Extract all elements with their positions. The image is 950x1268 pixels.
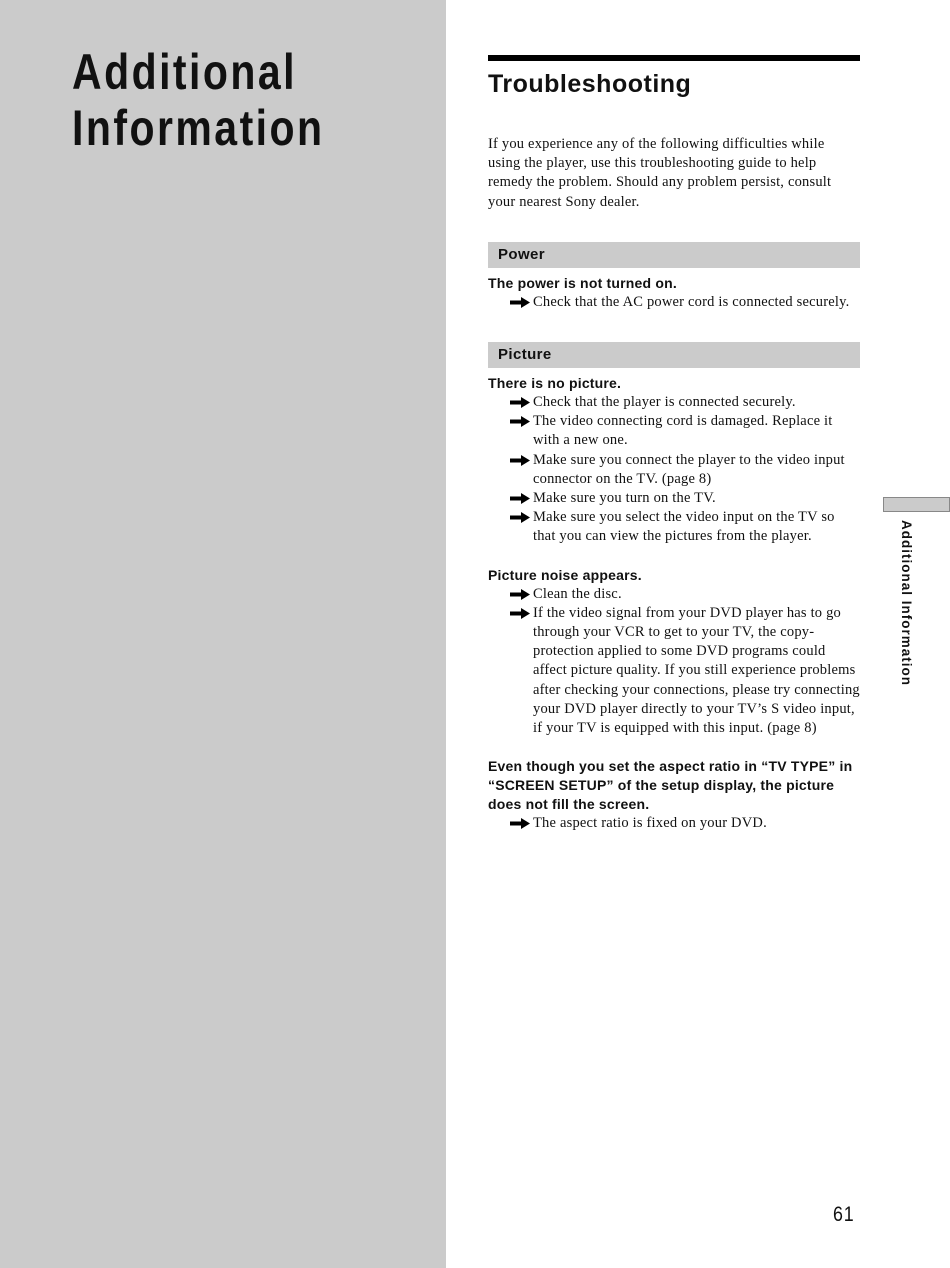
solution-list (488, 293, 860, 312)
solution-text: Clean the disc. (533, 585, 622, 602)
solution-item (488, 508, 860, 546)
solution-item (488, 412, 860, 450)
arrow-right-icon (510, 608, 530, 619)
solution-item (488, 489, 860, 508)
page-number: 61 (833, 1203, 855, 1226)
arrow-right-icon (510, 455, 530, 466)
solution-text: Check that the AC power cord is connected securely. (533, 293, 850, 310)
section-title (72, 44, 325, 156)
solution-text: Check that the player is connected securely. (533, 394, 796, 411)
category-picture: Picture (488, 342, 860, 368)
problem-aspect-ratio: Even though you set the aspect ratio in “TV TYPE” in “SCREEN SETUP” of the setup display, the picture does not fill the screen. (488, 758, 853, 813)
problem-power-not-on: The power is not turned on. (488, 274, 677, 291)
arrow-right-icon (510, 416, 530, 427)
category-power: Power (488, 242, 860, 268)
side-index-tab (883, 497, 950, 512)
section-title-line-2: Information (72, 100, 325, 156)
side-tab-label: Additional Information (899, 520, 914, 686)
solution-list (488, 585, 860, 739)
solution-item (488, 604, 860, 738)
solution-item (488, 293, 860, 312)
arrow-right-icon (510, 589, 530, 600)
problem-picture-noise: Picture noise appears. (488, 566, 642, 583)
solution-list (488, 814, 860, 833)
main-content (488, 55, 860, 833)
solution-text: The aspect ratio is fixed on your DVD. (533, 815, 767, 832)
heading-rule (488, 55, 860, 61)
problem-no-picture: There is no picture. (488, 375, 622, 392)
arrow-right-icon (510, 493, 530, 504)
solution-item (488, 451, 860, 489)
solution-list (488, 393, 860, 547)
page-heading: Troubleshooting (488, 70, 692, 98)
solution-text: Make sure you connect the player to the video input connector on the TV. (page 8) (533, 451, 845, 487)
arrow-right-icon (510, 297, 530, 308)
solution-text: Make sure you turn on the TV. (533, 490, 716, 507)
arrow-right-icon (510, 512, 530, 523)
solution-item (488, 585, 860, 604)
solution-item (488, 393, 860, 412)
left-gray-panel (0, 0, 446, 1268)
arrow-right-icon (510, 818, 530, 829)
section-title-line-1: Additional (72, 44, 298, 100)
arrow-right-icon (510, 397, 530, 408)
solution-text: The video connecting cord is damaged. Replace it with a new one. (533, 413, 833, 449)
solution-text: If the video signal from your DVD player has to go through your VCR to get to your TV, the copy-protection applied to some DVD programs could affect picture quality. If you still experience problems after checking your connections, please try connecting your DVD player directly to your TV’s S video input, if your TV is equipped with this input. (page 8) (533, 604, 860, 737)
solution-text: Make sure you select the video input on the TV so that you can view the pictures from the player. (533, 509, 835, 545)
solution-item (488, 814, 860, 833)
intro-paragraph: If you experience any of the following difficulties while using the player, use this troubleshooting guide to help remedy the problem. Should any problem persist, consult your nearest Sony dealer. (488, 136, 832, 210)
